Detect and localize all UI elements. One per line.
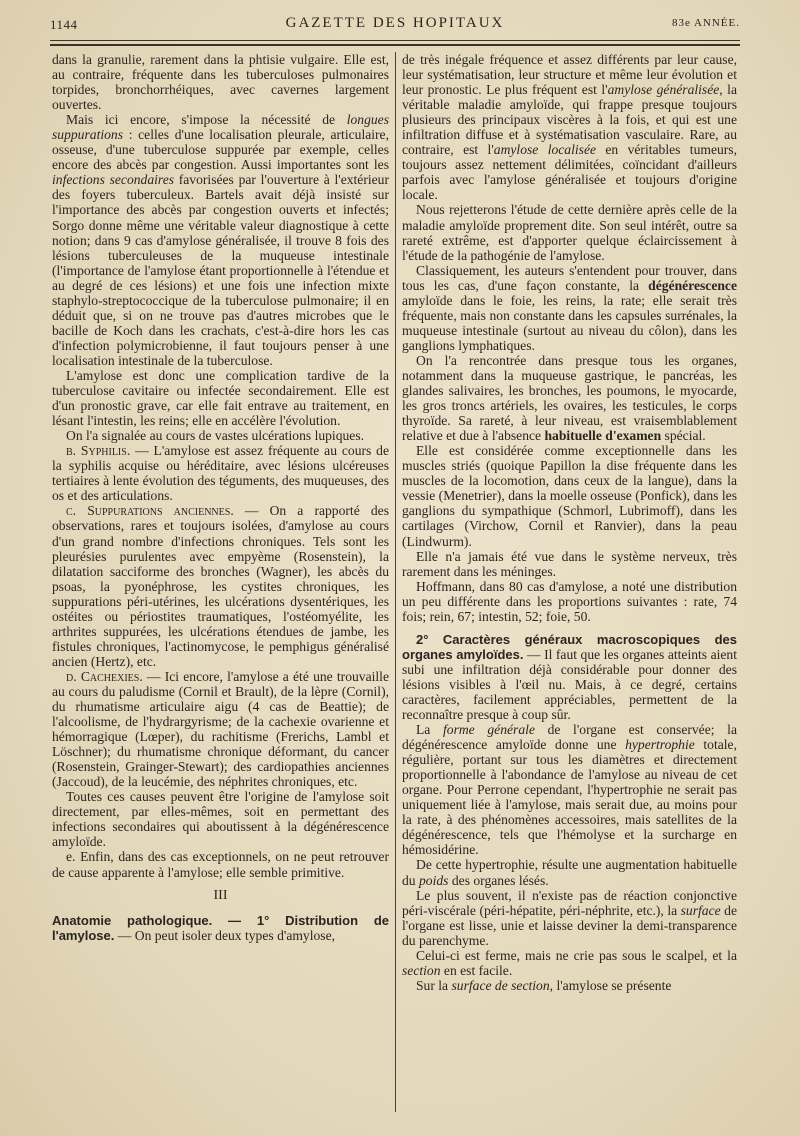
paragraph: Toutes ces causes peuvent être l'origine de l'amylose soit directement, par elles-mêmes, soit en permettant des infections secondaires qui aboutissent à la dégénérescence amyloïde. xyxy=(52,789,389,850)
bold-term: dégénérescence xyxy=(648,277,737,293)
italic-term: amylose généralisée xyxy=(607,82,720,98)
subsection-label: c. Suppurations anciennes. xyxy=(66,503,234,519)
paragraph: dans la granulie, rarement dans la phtisie vulgaire. Elle est, au contraire, fréquente dans les tuberculoses pulmonaires torpides, bronchorrhéiques, avec cavernes largement ouvertes. xyxy=(52,52,389,113)
paragraph: Elle est considérée comme exceptionnelle dans les muscles striés (quoique Papillon la dise fréquente dans les muscles de la locomotion, dans ceux de la langue), dans la vessie (Menetrier), dans la moelle osseuse (Ponfick), dans les ganglions du sympathique (Schmorl, Lubrimoff), dans les cartilages (Virchow, Cornil et Ranvier), dans la peau (Lindwurm). xyxy=(402,443,737,549)
subsection-label: d. Cachexies. xyxy=(66,668,143,684)
italic-term: amylose localisée xyxy=(493,142,597,158)
paragraph: La forme générale de l'organe est conservée; la dégénérescence amyloïde donne une hypertrophie totale, régulière, portant sur tous les diamètres et directement proportionnelle à l'abondance de l'amylose au niveau de cet organe. Pour Perrone cependant, l'hypertrophie ne serait pas uniquement liée à l'amylose, mais serait due, au moins pour la rate, à des phénomènes accessoires, mais satellites de la dégénérescence, tels que l'hémolyse et la surcharge en hémosidérine. xyxy=(402,722,737,858)
italic-term: forme générale xyxy=(443,722,535,738)
paragraph: L'amylose est donc une complication tardive de la tuberculose cavitaire ou infectée secondairement. Elle est d'un pronostic grave, car elle fait entrave au traitement, en lésant l'intestin, les reins; elle en accélère l'évolution. xyxy=(52,367,389,429)
paragraph: Classiquement, les auteurs s'entendent pour trouver, dans tous les cas, d'une façon constante, la dégénérescence amyloïde dans le foie, les reins, la rate; elle serait très fréquente, mais non constante dans les capsules surrénales, la muqueuse intestinale (surtout au niveau du côlon), dans les ganglions lymphatiques. xyxy=(402,262,737,353)
paragraph: Nous rejetterons l'étude de cette dernière après celle de la maladie amyloïde proprement dite. Son seul intérêt, outre sa rareté extrême, est d'apporter quelque éclaircissement à l'étude de la pathogénie de l'amylose. xyxy=(402,202,737,263)
journal-title: GAZETTE DES HOPITAUX xyxy=(285,15,505,31)
paragraph: de très inégale fréquence et assez différents par leur cause, leur systématisation, leur structure et même leur évolution et leur pronostic. Le plus fréquent est l'amylose généralisée, la véritable maladie amyloïde, qui frappe presque toujours plusieurs des principaux viscères à la fois, et qui est une infiltration diffuse et à systématisation vasculaire. Rare, au contraire, est l'amylose localisée en véritables tumeurs, toujours assez nettement délimitées, coïncidant d'ailleurs parfois avec l'amylose généralisée et toujours d'origine locale. xyxy=(402,52,737,203)
paragraph: On l'a rencontrée dans presque tous les organes, notamment dans la muqueuse gastrique, le pancréas, les glandes salivaires, les bronches, les poumons, le myocarde, les gros troncs artériels, les ovaires, les testicules, le corps thyroïde. Sa rareté, à leur niveau, est vraisemblablement relative et due à l'absence habituelle d'examen spécial. xyxy=(402,352,737,444)
page-number: 1144 xyxy=(50,17,78,32)
italic-term: poids xyxy=(419,872,449,888)
italic-term: surface de section xyxy=(451,977,550,993)
paragraph-syphilis: b. Syphilis. — L'amylose est assez fréquente au cours de la syphilis acquise ou héréditaire, avec lésions ulcéreuses tertiaires à lente évolution des téguments, des muqueuses, des os et des articulations. xyxy=(52,443,390,504)
section-heading: Anatomie pathologique. — 1° Distribution de l'amylose. xyxy=(52,912,389,943)
year-label: 83e ANNÉE. xyxy=(671,17,740,29)
paragraph: De cette hypertrophie, résulte une augmentation habituelle du poids des organes lésés. xyxy=(402,857,737,888)
paragraph-suppurations: c. Suppurations anciennes. — On a rapporté des observations, rares et toujours isolées, d'amylose au cours d'un grand nombre d'infections chroniques. Tels sont les pleurésies purulentes avec empyème (Rosenstein), la dilatation sacciforme des bronches (Wagner), les abcès du psoas, la pyonéphrose, les cystites chroniques, les suppurations péri-utérines, les ulcérations dysentériques, les ostéites ou périostites traumatiques, l'ostéomyélite, les arthrites suppurées, les ulcérations étendues de jambe, les fistules chroniques, l'actinomycose, le pemphigus généralisé ancien (Hertz), etc. xyxy=(52,503,389,669)
paragraph: On l'a signalée au cours de vastes ulcérations lupiques. xyxy=(66,428,365,444)
page-header xyxy=(50,14,740,36)
column-divider xyxy=(395,52,396,1112)
section-heading: 2° Caractères généraux macroscopiques des organes amyloïdes. xyxy=(402,631,737,662)
paragraph: e. Enfin, dans des cas exceptionnels, on ne peut retrouver de cause apparente à l'amylose; elle semble primitive. xyxy=(52,849,389,880)
left-column xyxy=(52,52,389,943)
bold-term: habituelle d'examen xyxy=(544,428,662,444)
paragraph: Hoffmann, dans 80 cas d'amylose, a noté une distribution un peu différente dans les proportions suivantes : rate, 74 fois; rein, 67; intestin, 52; foie, 50. xyxy=(402,578,737,624)
paragraph: Sur la surface de section, l'amylose se présente xyxy=(416,977,672,993)
paragraph-anatomie: Anatomie pathologique. — 1° Distribution de l'amylose. — On peut isoler deux types d'amylose, xyxy=(52,912,389,943)
italic-term: surface xyxy=(680,902,721,918)
subsection-label: b. Syphilis. xyxy=(66,443,131,459)
paragraph: Celui-ci est ferme, mais ne crie pas sous le scalpel, et la section en est facile. xyxy=(402,947,737,978)
italic-term: infections secondaires xyxy=(52,172,175,188)
paragraph: Le plus souvent, il n'existe pas de réaction conjonctive péri-viscérale (péri-hépatite, péri-néphrite, etc.), la surface de l'organe est lisse, unie et laisse deviner la demi-transparence du parenchyme. xyxy=(402,887,737,948)
paragraph: Mais ici encore, s'impose la nécessité de longues suppurations : celles d'une localisation pleurale, articulaire, osseuse, d'une tuberculose suppurée par exemple, celles encore des abcès par congestion. Aussi importantes sont les infections secondaires favorisées par l'ouverture à l'extérieur des foyers tuberculeux. Bartels avait déjà insisté sur l'importance des abcès par congestion ouverts et infectés; Sorgo donne même une véritable valeur diagnostique à cette notion; dans 9 cas d'amylose généralisée, il trouve 8 fois des lésions tuberculeuses de la muqueuse intestinale (l'importance de l'amylose étant proportionnelle à l'étendue et au degré de ces lésions) et une fois une infection mixte staphylo-streptococcique de la tuberculose pulmonaire; il en déduit que, si on ne trouve pas d'autres microbes que le bacille de Koch dans les crachats, c'est-à-dire hors les cas d'infection polymicrobienne, il faut toujours penser à une localisation intestinale de la tuberculose. xyxy=(52,112,389,368)
section-number: III xyxy=(213,887,228,903)
paragraph-caracteres: 2° Caractères généraux macroscopiques des organes amyloïdes. — Il faut que les organes atteints aient subi une infiltration déjà considérable pour donner des lésions visibles à l'œil nu. Mais, à ce degré, certains caractères, facilement appréciables, permettent de la reconnaître presque à coup sûr. xyxy=(402,631,738,723)
paragraph: Elle n'a jamais été vue dans le système nerveux, très rarement dans les méninges. xyxy=(402,548,737,579)
italic-term: hypertrophie xyxy=(625,737,695,753)
italic-term: longues suppurations xyxy=(52,112,389,143)
italic-term: section xyxy=(402,962,441,978)
right-column xyxy=(402,52,737,993)
header-rule-thin xyxy=(50,40,740,41)
paragraph-cachexies: d. Cachexies. — Ici encore, l'amylose a été une trouvaille au cours du paludisme (Cornil et Brault), de la lèpre (Cornil), du rhumatisme articulaire aigu (4 cas de Beattie); de l'alcoolisme, de l'hydrargyrisme; de la cachexie ovarienne et hémorragique (Lœper), du rachitisme (Frerichs, Lambl et Löschner); du rhumatisme chronique déformant, du cancer (Rosenstein, Grainger-Stewart); des cardiopathies anciennes (Jaccoud), de la leucémie, des néphrites chroniques, etc. xyxy=(52,668,389,790)
header-rule-thick xyxy=(50,44,740,46)
